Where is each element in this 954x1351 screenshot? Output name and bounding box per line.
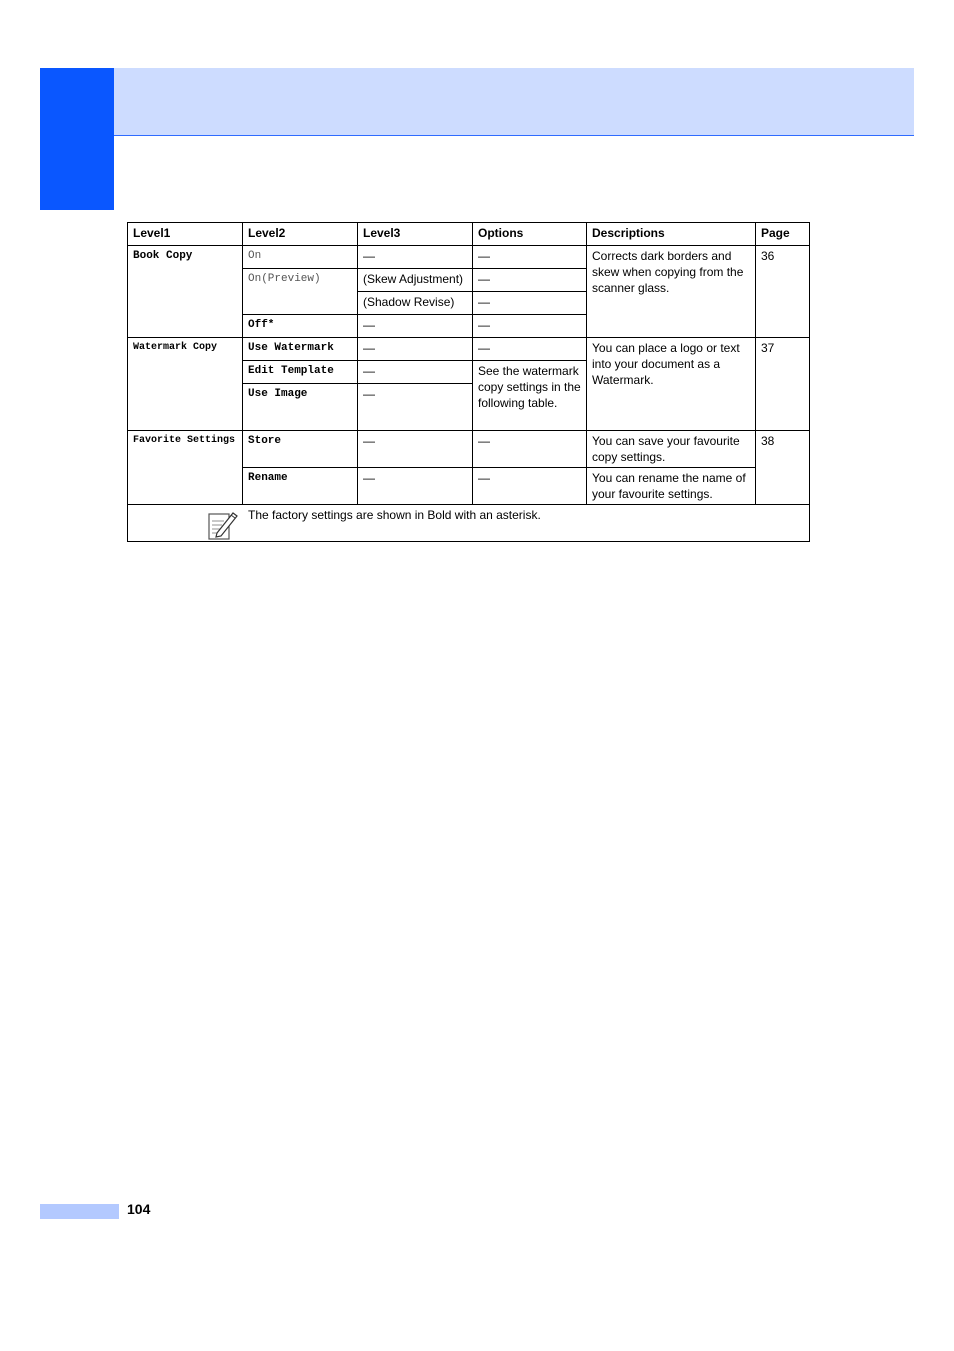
options-dash: — [473, 246, 587, 269]
level1-book-copy: Book Copy [128, 246, 243, 338]
level2-edit-template: Edit Template [243, 361, 358, 384]
page-number: 104 [127, 1201, 151, 1217]
level3-dash: — [358, 384, 473, 431]
level1-favorite-settings: Favorite Settings [128, 431, 243, 505]
options-dash: — [473, 338, 587, 361]
table-header-row [128, 223, 810, 246]
level3-dash: — [358, 338, 473, 361]
table-row [128, 246, 810, 269]
col-header-level2: Level2 [243, 223, 358, 246]
level3-skew-adjustment: (Skew Adjustment) [358, 269, 473, 292]
description-rename: You can rename the name of your favourite settings. [587, 468, 756, 505]
note-cell [128, 505, 810, 542]
note-text: The factory settings are shown in Bold with an asterisk. [248, 508, 541, 522]
col-header-options: Options [473, 223, 587, 246]
level3-dash: — [358, 468, 473, 505]
level2-on-preview: On(Preview) [243, 269, 358, 315]
level3-dash: — [358, 431, 473, 468]
level2-store: Store [243, 431, 358, 468]
options-dash: — [473, 292, 587, 315]
page-watermark-copy: 37 [756, 338, 810, 431]
level1-watermark-copy: Watermark Copy [128, 338, 243, 431]
note-row [128, 505, 810, 542]
settings-table [127, 222, 810, 542]
level2-on: On [243, 246, 358, 269]
options-watermark-see-table: See the watermark copy settings in the following table. [473, 361, 587, 431]
level2-use-watermark: Use Watermark [243, 338, 358, 361]
page-favorite-settings: 38 [756, 431, 810, 505]
table-row [128, 431, 810, 468]
col-header-level1: Level1 [128, 223, 243, 246]
note-pencil-icon [207, 509, 239, 541]
level3-shadow-revise: (Shadow Revise) [358, 292, 473, 315]
description-store: You can save your favourite copy settings. [587, 431, 756, 468]
col-header-descriptions: Descriptions [587, 223, 756, 246]
options-dash: — [473, 431, 587, 468]
header-band [114, 68, 914, 136]
col-header-page: Page [756, 223, 810, 246]
options-dash: — [473, 315, 587, 338]
description-watermark-copy: You can place a logo or text into your document as a Watermark. [587, 338, 756, 431]
level2-use-image: Use Image [243, 384, 358, 431]
page-book-copy: 36 [756, 246, 810, 338]
level2-rename: Rename [243, 468, 358, 505]
options-dash: — [473, 269, 587, 292]
level3-dash: — [358, 246, 473, 269]
options-dash: — [473, 468, 587, 505]
level2-off-default: Off* [243, 315, 358, 338]
chapter-tab-block [40, 68, 114, 210]
level3-dash: — [358, 315, 473, 338]
footer-bar [40, 1204, 119, 1219]
level3-dash: — [358, 361, 473, 384]
table-row [128, 338, 810, 361]
col-header-level3: Level3 [358, 223, 473, 246]
description-book-copy: Corrects dark borders and skew when copying from the scanner glass. [587, 246, 756, 338]
